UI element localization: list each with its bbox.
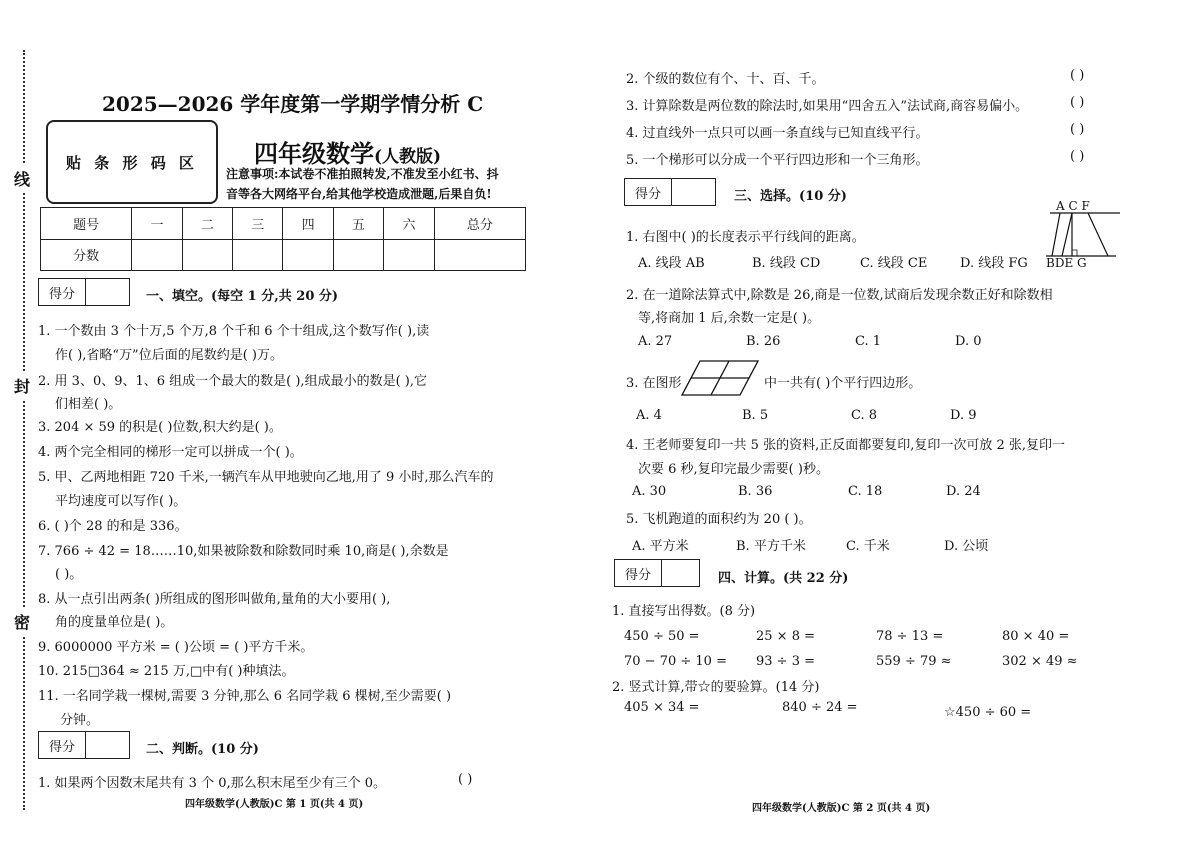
calc-item: 559 ÷ 79 ≈ bbox=[876, 654, 952, 669]
score-cell[interactable] bbox=[233, 239, 283, 271]
fill-line: 3. 204 × 59 的积是( )位数,积大约是( )。 bbox=[38, 420, 282, 435]
score-box-label: 得分 bbox=[625, 179, 672, 205]
subject-name: 四年级数学 bbox=[254, 139, 374, 168]
answer-paren[interactable]: ( ) bbox=[458, 772, 473, 787]
choice-option: D. 24 bbox=[946, 484, 981, 499]
section-1-title: 一、填空。(每空 1 分,共 20 分) bbox=[146, 289, 339, 304]
fill-line: 7. 766 ÷ 42 = 18……10,如果被除数和除数同时乘 10,商是( ),余数是 bbox=[38, 544, 449, 559]
choice-option: B. 线段 CD bbox=[752, 256, 821, 271]
choice-question: 中一共有( )个平行四边形。 bbox=[764, 376, 922, 391]
fill-line: 6. ( )个 28 的和是 336。 bbox=[38, 519, 188, 534]
calc-subtitle: 2. 竖式计算,带☆的要验算。(14 分) bbox=[612, 680, 820, 695]
choice-option: C. 千米 bbox=[846, 539, 890, 554]
score-header-cell: 二 bbox=[182, 208, 232, 240]
fill-line: ( )。 bbox=[55, 567, 83, 582]
score-header-cell: 六 bbox=[384, 208, 434, 240]
calc-item: 405 × 34 = bbox=[624, 700, 700, 715]
score-header-cell: 三 bbox=[233, 208, 283, 240]
answer-paren[interactable]: ( ) bbox=[1070, 149, 1085, 164]
answer-paren[interactable]: ( ) bbox=[1070, 68, 1085, 83]
notice-line-2: 音等各大网络平台,给其他学校造成泄题,后果自负! bbox=[226, 187, 492, 201]
score-header-cell: 四 bbox=[283, 208, 333, 240]
choice-option: A. 4 bbox=[636, 408, 662, 423]
choice-option: C. 线段 CE bbox=[860, 256, 928, 271]
score-cell[interactable] bbox=[182, 239, 232, 271]
choice-option: A. 线段 AB bbox=[638, 256, 705, 271]
score-box-label: 得分 bbox=[39, 732, 86, 758]
score-header-cell: 一 bbox=[132, 208, 182, 240]
page-footer-left: 四年级数学(人教版)C 第 1 页(共 4 页) bbox=[185, 799, 364, 810]
fill-line: 们相差( )。 bbox=[55, 397, 122, 412]
section-4-title: 四、计算。(共 22 分) bbox=[718, 571, 849, 586]
calc-item: 840 ÷ 24 = bbox=[782, 700, 858, 715]
fill-line: 1. 一个数由 3 个十万,5 个万,8 个千和 6 个十组成,这个数写作( ),读 bbox=[38, 324, 430, 339]
score-cell[interactable] bbox=[132, 239, 182, 271]
fill-line: 9. 6000000 平方米 = ( )公顷 = ( )平方千米。 bbox=[38, 640, 314, 655]
section-2-title: 二、判断。(10 分) bbox=[146, 742, 259, 757]
choice-option: D. 线段 FG bbox=[960, 256, 1028, 271]
score-box-label: 得分 bbox=[615, 560, 662, 586]
choice-question: 1. 右图中( )的长度表示平行线间的距离。 bbox=[626, 230, 865, 245]
choice-option: B. 平方千米 bbox=[736, 539, 806, 554]
fill-line: 平均速度可以写作( )。 bbox=[55, 494, 187, 509]
parallelogram-figure bbox=[680, 359, 760, 397]
score-table bbox=[40, 207, 526, 271]
fill-line: 10. 215□364 ≈ 215 万,□中有( )种填法。 bbox=[38, 664, 295, 679]
section-3-title: 三、选择。(10 分) bbox=[734, 189, 847, 204]
choice-option: A. 30 bbox=[632, 484, 667, 499]
judge-item: 5. 一个梯形可以分成一个平行四边形和一个三角形。 bbox=[626, 153, 929, 168]
choice-option: A. 平方米 bbox=[632, 539, 689, 554]
fill-line: 角的度量单位是( )。 bbox=[55, 615, 174, 630]
fill-line: 2. 用 3、0、9、1、6 组成一个最大的数是( ),组成最小的数是( ),它 bbox=[38, 374, 427, 389]
binding-dotted-line bbox=[23, 50, 25, 810]
judge-item: 3. 计算除数是两位数的除法时,如果用“四舍五入”法试商,商容易偏小。 bbox=[626, 99, 1029, 114]
score-header-cell: 题号 bbox=[41, 208, 132, 240]
edition-label: (人教版) bbox=[374, 147, 442, 167]
score-header-cell: 总分 bbox=[434, 208, 525, 240]
page-footer-right: 四年级数学(人教版)C 第 2 页(共 4 页) bbox=[752, 803, 931, 814]
judge-item: 1. 如果两个因数末尾共有 3 个 0,那么积末尾至少有三个 0。 bbox=[38, 776, 387, 791]
judge-item: 4. 过直线外一点只可以画一条直线与已知直线平行。 bbox=[626, 126, 929, 141]
score-box-section-3 bbox=[624, 178, 716, 206]
barcode-label: 贴 条 形 码 区 bbox=[66, 153, 198, 172]
fill-line: 4. 两个完全相同的梯形一定可以拼成一个( )。 bbox=[38, 445, 303, 460]
calc-item: 80 × 40 = bbox=[1002, 629, 1070, 644]
choice-option: B. 36 bbox=[738, 484, 773, 499]
score-table-header bbox=[41, 208, 526, 240]
score-cell[interactable] bbox=[384, 239, 434, 271]
fill-line: 作( ),省略“万”位后面的尾数约是( )万。 bbox=[55, 348, 283, 363]
margin-char-xian: 线 bbox=[14, 165, 30, 192]
calc-item: 302 × 49 ≈ bbox=[1002, 654, 1078, 669]
fill-line: 8. 从一点引出两条( )所组成的图形叫做角,量角的大小要用( ), bbox=[38, 592, 391, 607]
answer-paren[interactable]: ( ) bbox=[1070, 122, 1085, 137]
choice-question: 5. 飞机跑道的面积约为 20 ( )。 bbox=[626, 512, 812, 527]
choice-option: D. 0 bbox=[955, 334, 982, 349]
choice-option: C. 8 bbox=[851, 408, 878, 423]
choice-question: 次要 6 秒,复印完最少需要( )秒。 bbox=[638, 462, 829, 477]
judge-item: 2. 个级的数位有个、十、百、千。 bbox=[626, 72, 825, 87]
calc-item: 450 ÷ 50 = bbox=[624, 629, 700, 644]
calc-item: 70 − 70 ÷ 10 = bbox=[624, 654, 727, 669]
calc-subtitle: 1. 直接写出得数。(8 分) bbox=[612, 604, 756, 619]
calc-item: 78 ÷ 13 = bbox=[876, 629, 944, 644]
choice-option: B. 5 bbox=[742, 408, 769, 423]
score-header-cell: 五 bbox=[333, 208, 383, 240]
choice-option: C. 1 bbox=[855, 334, 882, 349]
figure-top-labels: A C F bbox=[1056, 199, 1090, 213]
calc-item: 25 × 8 = bbox=[756, 629, 815, 644]
exam-title: 2025—2026 学年度第一学期学情分析 C bbox=[102, 92, 484, 116]
subject-title bbox=[254, 134, 441, 169]
choice-option: D. 公顷 bbox=[944, 539, 989, 554]
calc-item: ☆450 ÷ 60 = bbox=[944, 705, 1032, 720]
score-box-section-1 bbox=[38, 278, 130, 306]
score-cell[interactable] bbox=[283, 239, 333, 271]
score-cell[interactable] bbox=[333, 239, 383, 271]
parallel-lines-figure bbox=[1044, 210, 1124, 260]
choice-question: 4. 王老师要复印一共 5 张的资料,正反面都要复印,复印一次可放 2 张,复印一 bbox=[626, 438, 1066, 453]
score-table-row bbox=[41, 239, 526, 271]
choice-question: 等,将商加 1 后,余数一定是( )。 bbox=[638, 311, 821, 326]
fill-line: 11. 一名同学栽一棵树,需要 3 分钟,那么 6 名同学栽 6 棵树,至少需要( ) bbox=[38, 689, 452, 704]
barcode-area bbox=[46, 120, 218, 204]
choice-question: 2. 在一道除法算式中,除数是 26,商是一位数,试商后发现余数正好和除数相 bbox=[626, 288, 1053, 303]
choice-option: B. 26 bbox=[746, 334, 781, 349]
choice-option: A. 27 bbox=[638, 334, 673, 349]
fill-line: 5. 甲、乙两地相距 720 千米,一辆汽车从甲地驶向乙地,用了 9 小时,那么汽车的 bbox=[38, 470, 494, 485]
choice-option: C. 18 bbox=[848, 484, 883, 499]
score-box-section-2 bbox=[38, 731, 130, 759]
score-box-section-4 bbox=[614, 559, 700, 587]
answer-paren[interactable]: ( ) bbox=[1070, 95, 1085, 110]
fill-line: 分钟。 bbox=[60, 713, 100, 728]
choice-option: D. 9 bbox=[950, 408, 977, 423]
score-row-label: 分数 bbox=[41, 239, 132, 271]
margin-char-feng: 封 bbox=[14, 372, 30, 399]
notice-line-1: 注意事项:本试卷不准拍照转发,不准发至小红书、抖 bbox=[226, 167, 499, 181]
figure-bottom-labels: BDE G bbox=[1046, 256, 1087, 270]
calc-item: 93 ÷ 3 = bbox=[756, 654, 815, 669]
choice-question: 3. 在图形 bbox=[626, 376, 682, 391]
score-cell[interactable] bbox=[434, 239, 525, 271]
score-box-label: 得分 bbox=[39, 279, 86, 305]
margin-char-mi: 密 bbox=[14, 608, 30, 635]
